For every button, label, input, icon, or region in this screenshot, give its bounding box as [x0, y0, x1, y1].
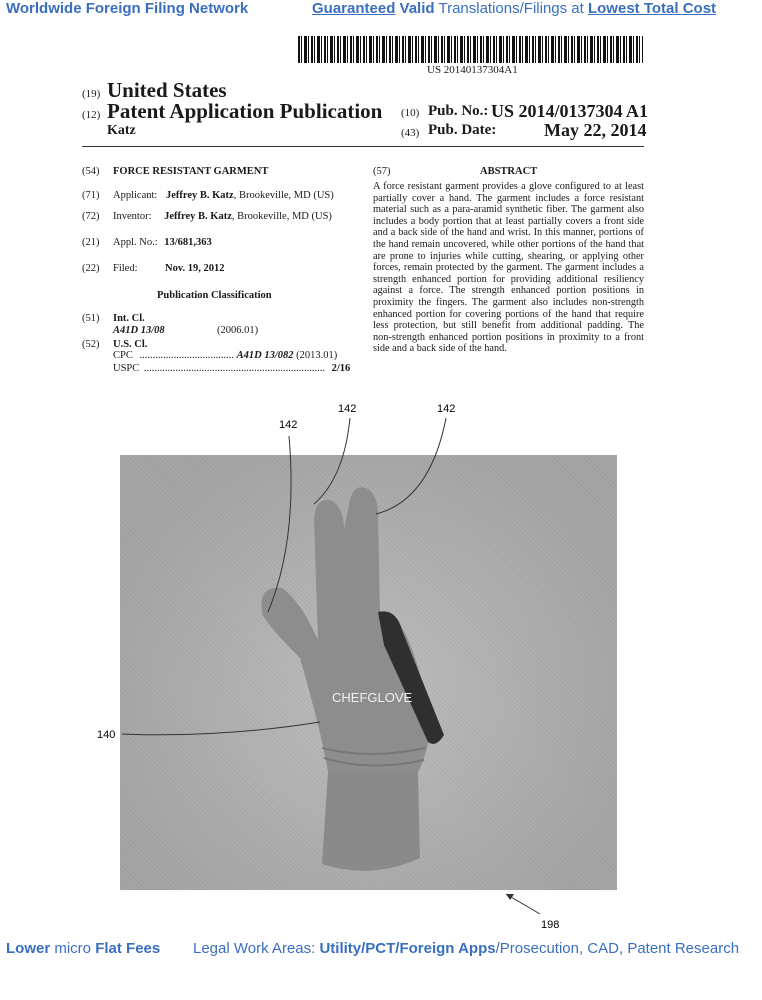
uscl-label: U.S. Cl. [113, 339, 148, 350]
code-22: (22) [82, 263, 100, 274]
legal-areas-banner [193, 940, 739, 957]
title: FORCE RESISTANT GARMENT [113, 166, 269, 177]
filed-date: Nov. 19, 2012 [165, 263, 225, 274]
code-71: (71) [82, 190, 100, 201]
glove-brand-text: CHEFGLOVE [332, 690, 413, 705]
leader-142-b [314, 418, 350, 504]
glove-shape [261, 487, 444, 871]
country: United States [107, 78, 227, 102]
uspc-code: 2/16 [331, 363, 351, 374]
label-142-b: 142 [338, 403, 357, 415]
leader-142-c [376, 418, 446, 514]
pub-date: May 22, 2014 [544, 120, 647, 140]
intcl-label: Int. Cl. [113, 313, 145, 324]
guaranteed-link[interactable]: Guaranteed [312, 0, 396, 17]
pub-no: US 2014/0137304 A1 [491, 101, 649, 121]
lowest-cost-link[interactable]: Lowest Total Cost [587, 0, 717, 17]
code-52: (52) [82, 339, 100, 350]
intcl-code: A41D 13/08 [113, 325, 165, 336]
uspc-dots: ..................................................................... [143, 363, 326, 374]
cpc-code: A41D 13/082 [236, 350, 294, 361]
appl-no: 13/681,363 [164, 237, 212, 248]
legal-areas-link[interactable]: Utility/PCT/Foreign Apps [319, 940, 496, 957]
inventor-loc: , Brookeville, MD (US) [231, 211, 332, 222]
code-57: (57) [373, 166, 391, 177]
abstract-text: A force resistant garment provides a glove configured to at least partially cover a hand. The garment includes a force resistant material such as a para-aramid synthetic fiber. The garment also includes a body portion that at least partially covers a front side and a back side of the hand and wrist. In this manner, portions of the hand remain uncovered, while other portions of the hand that are prone to injuries while cutting, shearing, or applying other forces, remain protected by the garment. The garment includes a strength enhanced portion for providing additional resiliency against a force. The strength enhanced portion positions in proximity the fingers. The garment also includes non-strength enhanced portion for covering portions of the hand that require less protection, but still benefit from additional padding. The non-strength enhanced portion positions in proximity to a front side and a back side of the hand. [373, 181, 644, 355]
applicant-name: Jeffrey B. Katz [165, 190, 234, 201]
cpc-label: CPC [113, 350, 133, 361]
arrow-198 [506, 894, 514, 900]
bottom-banner [6, 940, 160, 957]
legal-areas-label: Legal Work Areas: [193, 940, 316, 957]
label-142-a: 142 [279, 419, 298, 431]
inventor-surname: Katz [107, 123, 136, 138]
appl-label: Appl. No.: [113, 237, 158, 248]
leader-142-a [268, 436, 291, 612]
code-54: (54) [82, 166, 100, 177]
pub-no-label: Pub. No.: [428, 103, 489, 119]
doc-type: Patent Application Publication [107, 99, 383, 123]
applicant-label: Applicant: [113, 190, 158, 201]
label-142-c: 142 [437, 403, 456, 415]
valid-text: Valid [399, 0, 435, 17]
abstract-heading: ABSTRACT [480, 166, 538, 177]
flat-fees-text: Flat Fees [95, 940, 161, 957]
cpc-year: (2013.01) [296, 350, 338, 361]
legal-areas-rest: /Prosecution, CAD, Patent Research [495, 940, 740, 957]
inventor-label: Inventor: [113, 211, 152, 222]
code-72: (72) [82, 211, 100, 222]
filed-label: Filed: [113, 263, 138, 274]
leader-140 [122, 722, 320, 735]
barcode-number: US 20140137304A1 [427, 64, 518, 76]
label-198: 198 [541, 919, 560, 931]
pub-class-heading: Publication Classification [157, 290, 272, 301]
code-51: (51) [82, 313, 100, 324]
pub-date-label: Pub. Date: [428, 122, 497, 138]
uspc-label: USPC [113, 363, 140, 374]
inventor-name: Jeffrey B. Katz [164, 211, 232, 222]
lower-text: Lower [6, 940, 51, 957]
label-140: 140 [97, 729, 116, 741]
applicant-loc: , Brookeville, MD (US) [233, 190, 334, 201]
network-link[interactable]: Worldwide Foreign Filing Network [6, 0, 249, 17]
translations-text: Translations/Filings at [438, 0, 584, 17]
code-19: (19) [82, 88, 101, 100]
code-10: (10) [401, 107, 420, 119]
code-21: (21) [82, 237, 100, 248]
code-12: (12) [82, 109, 101, 121]
intcl-year: (2006.01) [217, 325, 259, 336]
micro-text: micro [54, 940, 92, 957]
code-43: (43) [401, 127, 420, 139]
cpc-dots: .................................... [139, 350, 234, 361]
